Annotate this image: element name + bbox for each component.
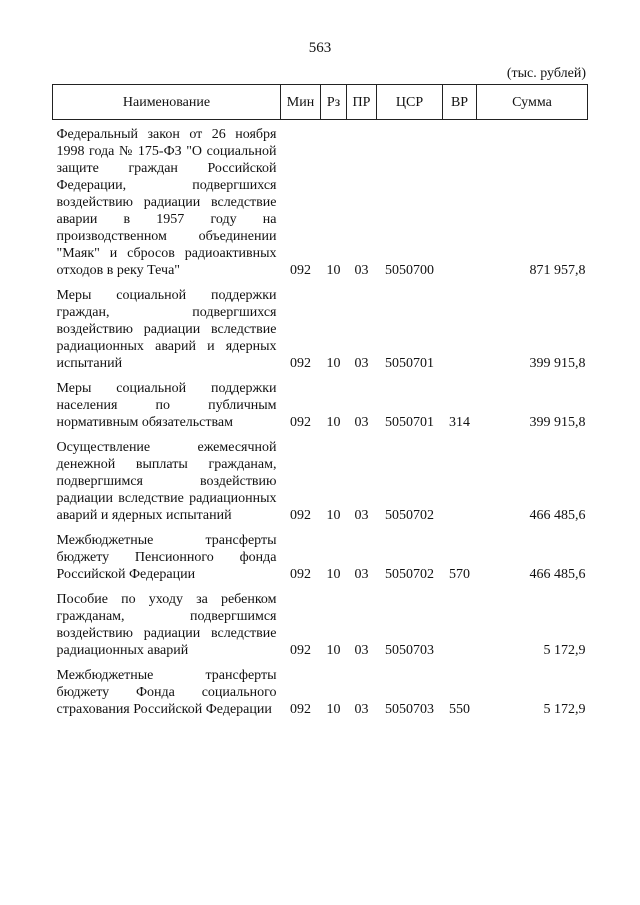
row-sum: 399 915,8	[529, 415, 586, 430]
row-min: 092	[290, 415, 311, 430]
row-sum: 5 172,9	[543, 643, 586, 658]
row-rz: 10	[326, 263, 341, 278]
table-row	[53, 372, 588, 431]
row-csr: 5050701	[385, 415, 434, 430]
row-rz: 10	[326, 643, 341, 658]
row-csr: 5050703	[385, 702, 434, 717]
table-row	[53, 431, 588, 524]
header-name: Наименование	[53, 85, 281, 120]
row-vr	[443, 431, 477, 524]
row-sum: 871 957,8	[529, 263, 586, 278]
row-vr	[443, 279, 477, 372]
header-pr: ПР	[347, 85, 377, 120]
row-name: Осуществление ежемесячной денежной выплаты гражданам, подвергшимся воздействию радиации вследствие радиационных аварий и ядерных испытаний	[56, 440, 277, 523]
row-rz: 10	[326, 415, 341, 430]
table-row	[53, 659, 588, 718]
row-rz: 10	[326, 508, 341, 523]
page-number: 563	[308, 40, 332, 56]
row-pr: 03	[354, 508, 369, 523]
table-row	[53, 583, 588, 659]
row-sum: 466 485,6	[529, 567, 586, 582]
header-vr: ВР	[443, 85, 477, 120]
row-vr	[443, 120, 477, 280]
row-vr	[443, 583, 477, 659]
row-name: Пособие по уходу за ребенком гражданам, подвергшимся воздействию радиации вследствие радиационных аварий	[56, 592, 277, 658]
header-sum: Сумма	[477, 85, 588, 120]
row-name: Меры социальной поддержки граждан, подвергшихся воздействию радиации вследствие радиационных аварий и ядерных испытаний	[56, 288, 277, 371]
row-min: 092	[290, 356, 311, 371]
header-csr: ЦСР	[377, 85, 443, 120]
row-pr: 03	[354, 415, 369, 430]
row-name: Межбюджетные трансферты бюджету Пенсионного фонда Российской Федерации	[56, 533, 277, 582]
row-pr: 03	[354, 356, 369, 371]
row-name: Федеральный закон от 26 ноября 1998 года № 175-ФЗ "О социальной защите граждан Российской Федерации, подвергшихся воздействию радиации вследствие аварии в 1957 году на производственном объединении "Маяк" и сбросов радиоактивных отходов в реку Теча"	[56, 127, 277, 278]
row-name: Межбюджетные трансферты бюджету Фонда социального страхования Российской Федерации	[56, 668, 277, 717]
row-min: 092	[290, 567, 311, 582]
row-min: 092	[290, 508, 311, 523]
row-vr: 550	[449, 702, 470, 717]
row-rz: 10	[326, 702, 341, 717]
row-pr: 03	[354, 567, 369, 582]
table-row	[53, 524, 588, 583]
row-name: Меры социальной поддержки населения по публичным нормативным обязательствам	[56, 381, 277, 430]
budget-table	[52, 84, 588, 718]
table-row	[53, 279, 588, 372]
row-min: 092	[290, 702, 311, 717]
row-rz: 10	[326, 567, 341, 582]
row-sum: 466 485,6	[529, 508, 586, 523]
row-csr: 5050702	[385, 567, 434, 582]
row-csr: 5050700	[385, 263, 434, 278]
row-csr: 5050701	[385, 356, 434, 371]
row-pr: 03	[354, 263, 369, 278]
row-csr: 5050702	[385, 508, 434, 523]
row-min: 092	[290, 643, 311, 658]
row-vr: 570	[449, 567, 470, 582]
units-label: (тыс. рублей)	[506, 66, 586, 81]
table-header-row	[53, 85, 588, 120]
header-min: Мин	[281, 85, 321, 120]
row-min: 092	[290, 263, 311, 278]
row-sum: 5 172,9	[543, 702, 586, 717]
table-row	[53, 120, 588, 280]
row-rz: 10	[326, 356, 341, 371]
header-rz: Рз	[321, 85, 347, 120]
row-pr: 03	[354, 702, 369, 717]
row-sum: 399 915,8	[529, 356, 586, 371]
row-pr: 03	[354, 643, 369, 658]
row-csr: 5050703	[385, 643, 434, 658]
row-vr: 314	[449, 415, 470, 430]
